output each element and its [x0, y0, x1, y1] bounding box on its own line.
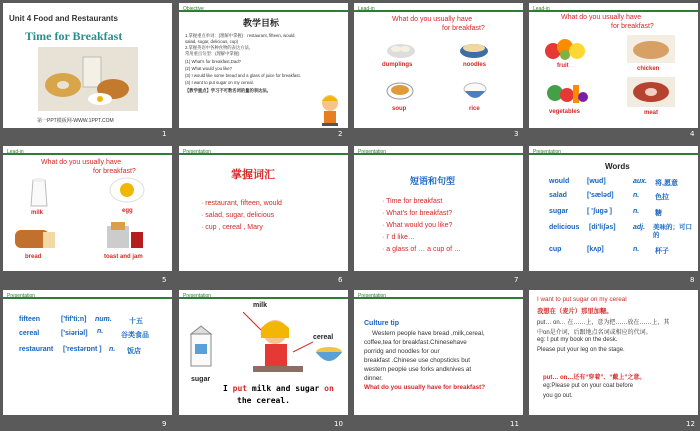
soup-icon: [386, 81, 414, 101]
objective-line: 2.掌握英语中各种食物的表达方法。: [185, 45, 254, 50]
slide-number: 5: [162, 276, 167, 284]
meaning-cell: 谷类食品: [121, 332, 149, 339]
meat-icon: [627, 77, 675, 107]
pos-cell: adj.: [633, 224, 646, 231]
slide-number: 9: [162, 420, 167, 428]
objective-note: 【教学重点】学习不可数名词的量的表达法。: [185, 88, 271, 93]
slide-number: 12: [686, 420, 695, 428]
objective-line: 常用重点句型：(理解中掌握): [185, 51, 240, 56]
milk-carton-icon: [187, 324, 215, 368]
sentence-part: milk and sugar: [247, 384, 325, 393]
meaning-cell: 十五: [129, 318, 143, 325]
food-label: bread: [25, 254, 42, 260]
section-tag: Presentation: [183, 149, 212, 155]
chicken-icon: [627, 35, 675, 63]
sentence-part: on: [324, 384, 334, 393]
girl-with-cereal-image: [243, 312, 313, 382]
egg-icon: [108, 176, 146, 204]
slide-number: 1: [162, 130, 167, 138]
meaning-cell: 饭店: [127, 348, 141, 355]
noodles-icon: [459, 39, 489, 59]
slide-3[interactable]: [354, 3, 523, 128]
sentence-part: put: [232, 384, 248, 393]
example-sentence-cont: the cereal.: [237, 396, 290, 405]
word-cell: delicious: [549, 224, 580, 231]
header-bar: [354, 3, 523, 12]
sentence-title: I want to put sugar on my cereal: [537, 296, 627, 303]
slide-10[interactable]: [179, 290, 348, 415]
question-line1: What do you usually have: [41, 159, 122, 166]
question-line1: What do you usually have: [392, 16, 473, 23]
breakfast-image: [38, 47, 138, 111]
section-tag: Presentation: [358, 149, 387, 155]
slide-number: 2: [338, 130, 343, 138]
phonetic-cell: [di'liʃəs]: [589, 224, 616, 231]
objective-line: (1) What's for breakfast,Dad?: [185, 59, 241, 64]
example-line: eg: I put my book on the desk.: [537, 337, 618, 343]
body-line: western people use forks andknives at: [364, 366, 472, 373]
food-label: meat: [644, 110, 659, 116]
sugar-label: sugar: [191, 376, 211, 383]
slide-number: 7: [514, 276, 519, 284]
word-cell: sugar: [549, 208, 569, 215]
section-tag: Presentation: [7, 293, 36, 299]
question-line2: for breakfast?: [442, 25, 485, 32]
cereal-bowl-icon: [315, 344, 343, 364]
vegetables-icon: [545, 79, 589, 107]
slide-8[interactable]: [529, 146, 698, 271]
explanation-line: put… on…还有“穿着”、“戴上”之意。: [543, 375, 646, 381]
slide-6[interactable]: [179, 146, 348, 271]
sentence-translation: 我想在（麦片）那里加糖。: [537, 308, 613, 315]
fruit-icon: [543, 35, 589, 61]
slide-9[interactable]: [3, 290, 172, 415]
slide-number: 4: [690, 130, 695, 138]
question-line1: What do you usually have: [561, 14, 642, 21]
rice-icon: [462, 79, 488, 103]
slide-title-line1: Unit 4 Food and Restaurants: [9, 14, 118, 23]
slide-number: 10: [334, 420, 343, 428]
objective-line: 1.掌握重点单词：(理解中掌握)：restaurant, fifteen, would,: [185, 33, 296, 38]
slide-4[interactable]: [529, 3, 698, 128]
explanation-line: put… on… 在……上，意为把……放在……上，其: [537, 320, 670, 326]
pos-cell: n.: [633, 192, 640, 199]
objective-line: (2) What would you like?: [185, 66, 233, 71]
phonetic-cell: [kʌp]: [587, 246, 604, 253]
dumplings-icon: [386, 41, 416, 59]
body-line: Western people have bread ,milk,cereal,: [372, 330, 485, 337]
body-line: porridg and noodles for our: [364, 348, 440, 355]
slide-heading: Words: [605, 162, 630, 171]
section-tag: Presentation: [533, 149, 562, 155]
word-cell: cereal: [19, 330, 40, 337]
word-cell: would: [549, 178, 570, 185]
phonetic-cell: [wud]: [587, 178, 606, 185]
food-label: rice: [469, 106, 480, 112]
bullet-item: · What would you like?: [382, 222, 453, 229]
meaning-cell: 糖: [655, 210, 662, 217]
bullet-item: · Time for breakfast: [382, 198, 443, 205]
section-tag: Presentation: [358, 293, 387, 299]
pos-cell: n.: [633, 208, 640, 215]
example-line: you go out.: [543, 393, 573, 399]
child-eating-image: [316, 93, 344, 127]
slide-2[interactable]: [179, 3, 348, 128]
body-line: coffee,tea for breakfast.Chinesehave: [364, 339, 467, 346]
header-bar: [3, 146, 172, 155]
pos-cell: n.: [97, 328, 104, 335]
milk-label: milk: [253, 302, 268, 309]
phonetic-cell: ['fif'ti:n]: [61, 316, 87, 323]
section-tag: Lead-in: [533, 6, 550, 12]
food-label: toast and jam: [104, 254, 143, 260]
word-cell: restaurant: [19, 346, 54, 353]
food-label: noodles: [463, 62, 487, 68]
slide-number: 6: [338, 276, 343, 284]
bullet-item: · What's for breakfast?: [382, 210, 453, 217]
bullet-item: · restaurant, fifteen, would: [201, 200, 282, 207]
food-label: vegetables: [549, 109, 581, 115]
example-line: Please put your leg on the stage.: [537, 347, 625, 353]
slide-title-line2: Time for Breakfast: [25, 29, 123, 43]
body-line: breakfast .Chinese use chopsticks but: [364, 357, 471, 364]
phonetic-cell: ['restərɒnt ]: [63, 346, 102, 353]
body-line: dinner.: [364, 375, 383, 382]
bullet-item: · salad, sugar, delicious: [201, 212, 275, 219]
question-line2: for breakfast?: [93, 168, 136, 175]
sentence-part: I: [223, 384, 233, 393]
slide-5[interactable]: [3, 146, 172, 271]
phonetic-cell: [ 'ʃugə ]: [587, 208, 612, 215]
food-label: egg: [122, 208, 133, 214]
question-line2: for breakfast?: [611, 23, 654, 30]
meaning-cell: 将,愿意: [655, 180, 678, 187]
question-line: What do you usually have for breakfast?: [364, 384, 486, 391]
toast-and-jam-icon: [103, 220, 147, 250]
food-label: dumplings: [382, 62, 413, 68]
section-tag: Presentation: [183, 293, 212, 299]
meaning-cell: 杯子: [655, 248, 669, 255]
explanation-line: 中on是介词，后跟地点名词或相应的代词。: [537, 330, 652, 336]
objective-line: salad, sugar, delicious, cup): [185, 39, 239, 44]
food-label: fruit: [557, 63, 569, 69]
pos-cell: n.: [109, 346, 116, 353]
slide-12[interactable]: [529, 290, 698, 415]
meaning-cell: 美味的；可口的: [653, 224, 692, 239]
word-cell: salad: [549, 192, 567, 199]
cereal-label: cereal: [313, 334, 334, 341]
example-sentence: [223, 384, 334, 393]
example-line: eg:Please put on your coat before: [543, 383, 634, 389]
slide-7[interactable]: [354, 146, 523, 271]
section-tag: Lead-in: [358, 6, 375, 12]
header-bar: [179, 3, 348, 12]
section-tag: Objective: [183, 6, 204, 12]
bullet-item: · I' d like…: [382, 234, 415, 241]
meaning-cell: 色拉: [655, 194, 669, 201]
bullet-item: · a glass of … a cup of …: [382, 246, 461, 253]
bread-icon: [13, 222, 57, 250]
food-label: chicken: [637, 66, 660, 72]
slide-number: 3: [514, 130, 519, 138]
slide-heading: 教学目标: [243, 18, 280, 28]
slide-number: 8: [690, 276, 695, 284]
objective-line: (3) I would like some bread and a glass of juice for breakfast.: [185, 73, 301, 78]
food-label: milk: [31, 210, 44, 216]
pos-cell: aux.: [633, 178, 648, 185]
slide-number: 11: [510, 420, 519, 428]
phonetic-cell: ['siəriəl]: [61, 330, 88, 337]
slide-footer: 第一PPT模板网-WWW.1PPT.COM: [37, 118, 114, 124]
slide-heading: 短语和句型: [410, 176, 456, 186]
header-bar: [529, 3, 698, 12]
slide-heading: 掌握词汇: [231, 169, 275, 181]
bullet-item: · cup , cereal , Mary: [201, 224, 263, 231]
slide-11[interactable]: [354, 290, 523, 415]
food-label: soup: [392, 106, 407, 112]
word-cell: fifteen: [19, 316, 40, 323]
slide-heading: Culture tip: [364, 320, 399, 327]
pos-cell: num.: [95, 316, 112, 323]
objective-line: (4) I want to put sugar on my cereal.: [185, 80, 254, 85]
slide-1[interactable]: [3, 3, 172, 128]
word-cell: cup: [549, 246, 562, 253]
section-tag: Lead-in: [7, 149, 24, 155]
phonetic-cell: ['sæləd]: [587, 192, 614, 199]
milk-icon: [25, 176, 53, 208]
pos-cell: n.: [633, 246, 640, 253]
